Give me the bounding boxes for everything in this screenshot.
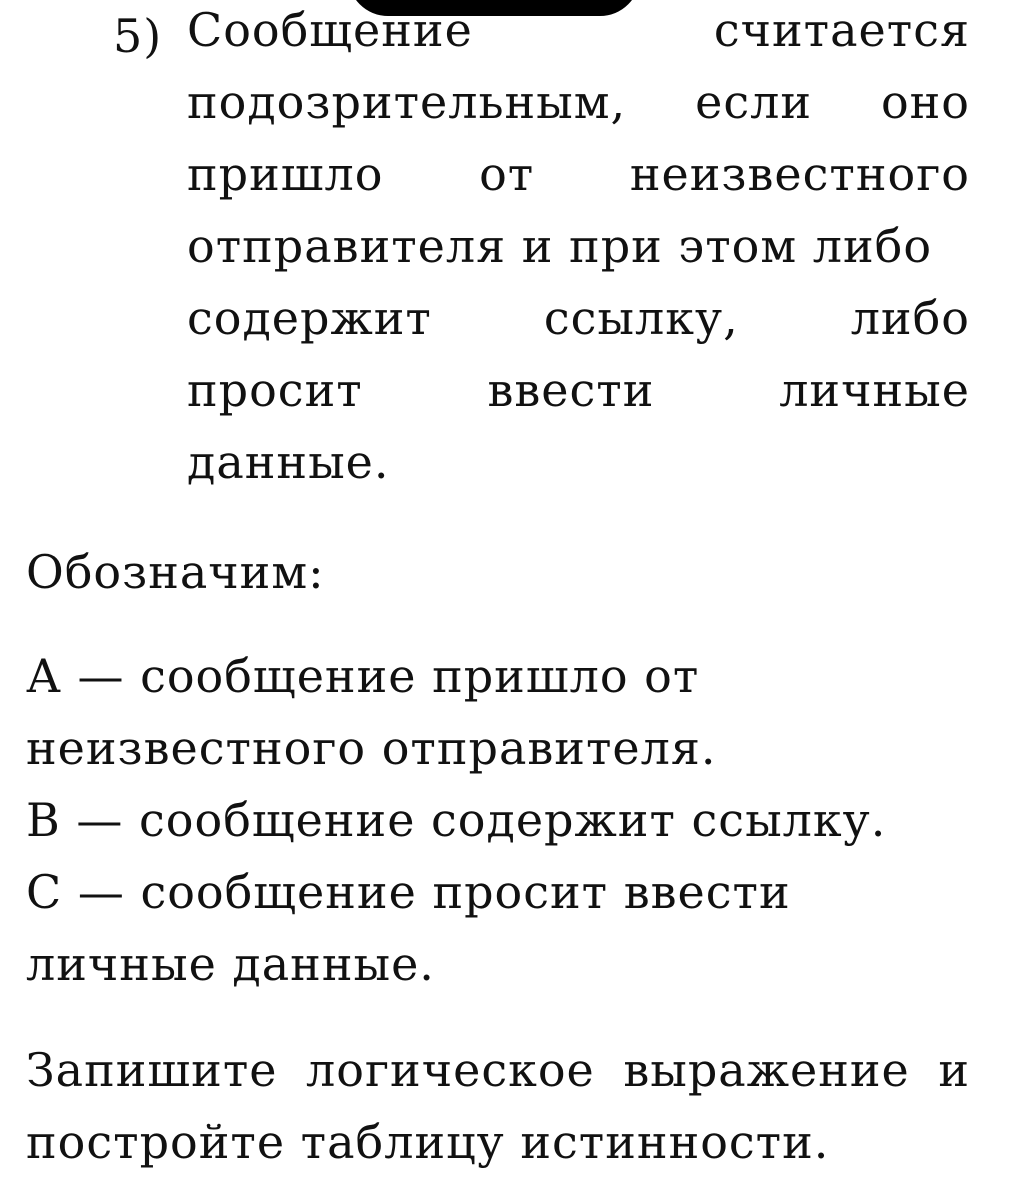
- item-5-line-4: [187, 210, 970, 282]
- item-5-line-6: [187, 354, 970, 426]
- definition-a-line-2: неизвестного отправителя.: [26, 721, 717, 775]
- word: ссылку,: [543, 291, 739, 345]
- word: личные: [779, 363, 970, 417]
- word: логическое: [306, 1043, 595, 1097]
- word: выражение: [623, 1043, 910, 1097]
- word: считается: [713, 3, 970, 57]
- word: данные.: [187, 435, 390, 489]
- word: от: [479, 147, 535, 201]
- item-5-line-5: [187, 282, 970, 354]
- definition-c-line-1: С — сообщение просит ввести: [26, 865, 791, 919]
- word: ввести: [487, 363, 655, 417]
- word: подозрительным,: [187, 75, 627, 129]
- task-line-2: постройте таблицу истинности.: [26, 1115, 830, 1169]
- item-number: 5): [113, 9, 163, 63]
- word: пришло: [187, 147, 384, 201]
- item-5-line-1: [187, 0, 970, 66]
- word: Сообщение: [187, 3, 473, 57]
- definition-c-line-2: личные данные.: [26, 937, 435, 991]
- item-5-line-2: [187, 66, 970, 138]
- denote-label: Обозначим:: [26, 545, 325, 599]
- word: неизвестного: [629, 147, 970, 201]
- definition-b: В — сообщение содержит ссылку.: [26, 793, 887, 847]
- word: содержит: [187, 291, 432, 345]
- word: отправителя и при этом либо: [187, 219, 933, 273]
- item-5-line-3: [187, 138, 970, 210]
- word: просит: [187, 363, 363, 417]
- word: Запишите: [26, 1043, 278, 1097]
- word: и: [938, 1043, 970, 1097]
- item-5-line-7: [187, 426, 390, 498]
- task-line-1: [26, 1034, 970, 1106]
- definition-a-line-1: А — сообщение пришло от: [26, 649, 700, 703]
- word: либо: [850, 291, 970, 345]
- word: если: [695, 75, 812, 129]
- word: оно: [880, 75, 970, 129]
